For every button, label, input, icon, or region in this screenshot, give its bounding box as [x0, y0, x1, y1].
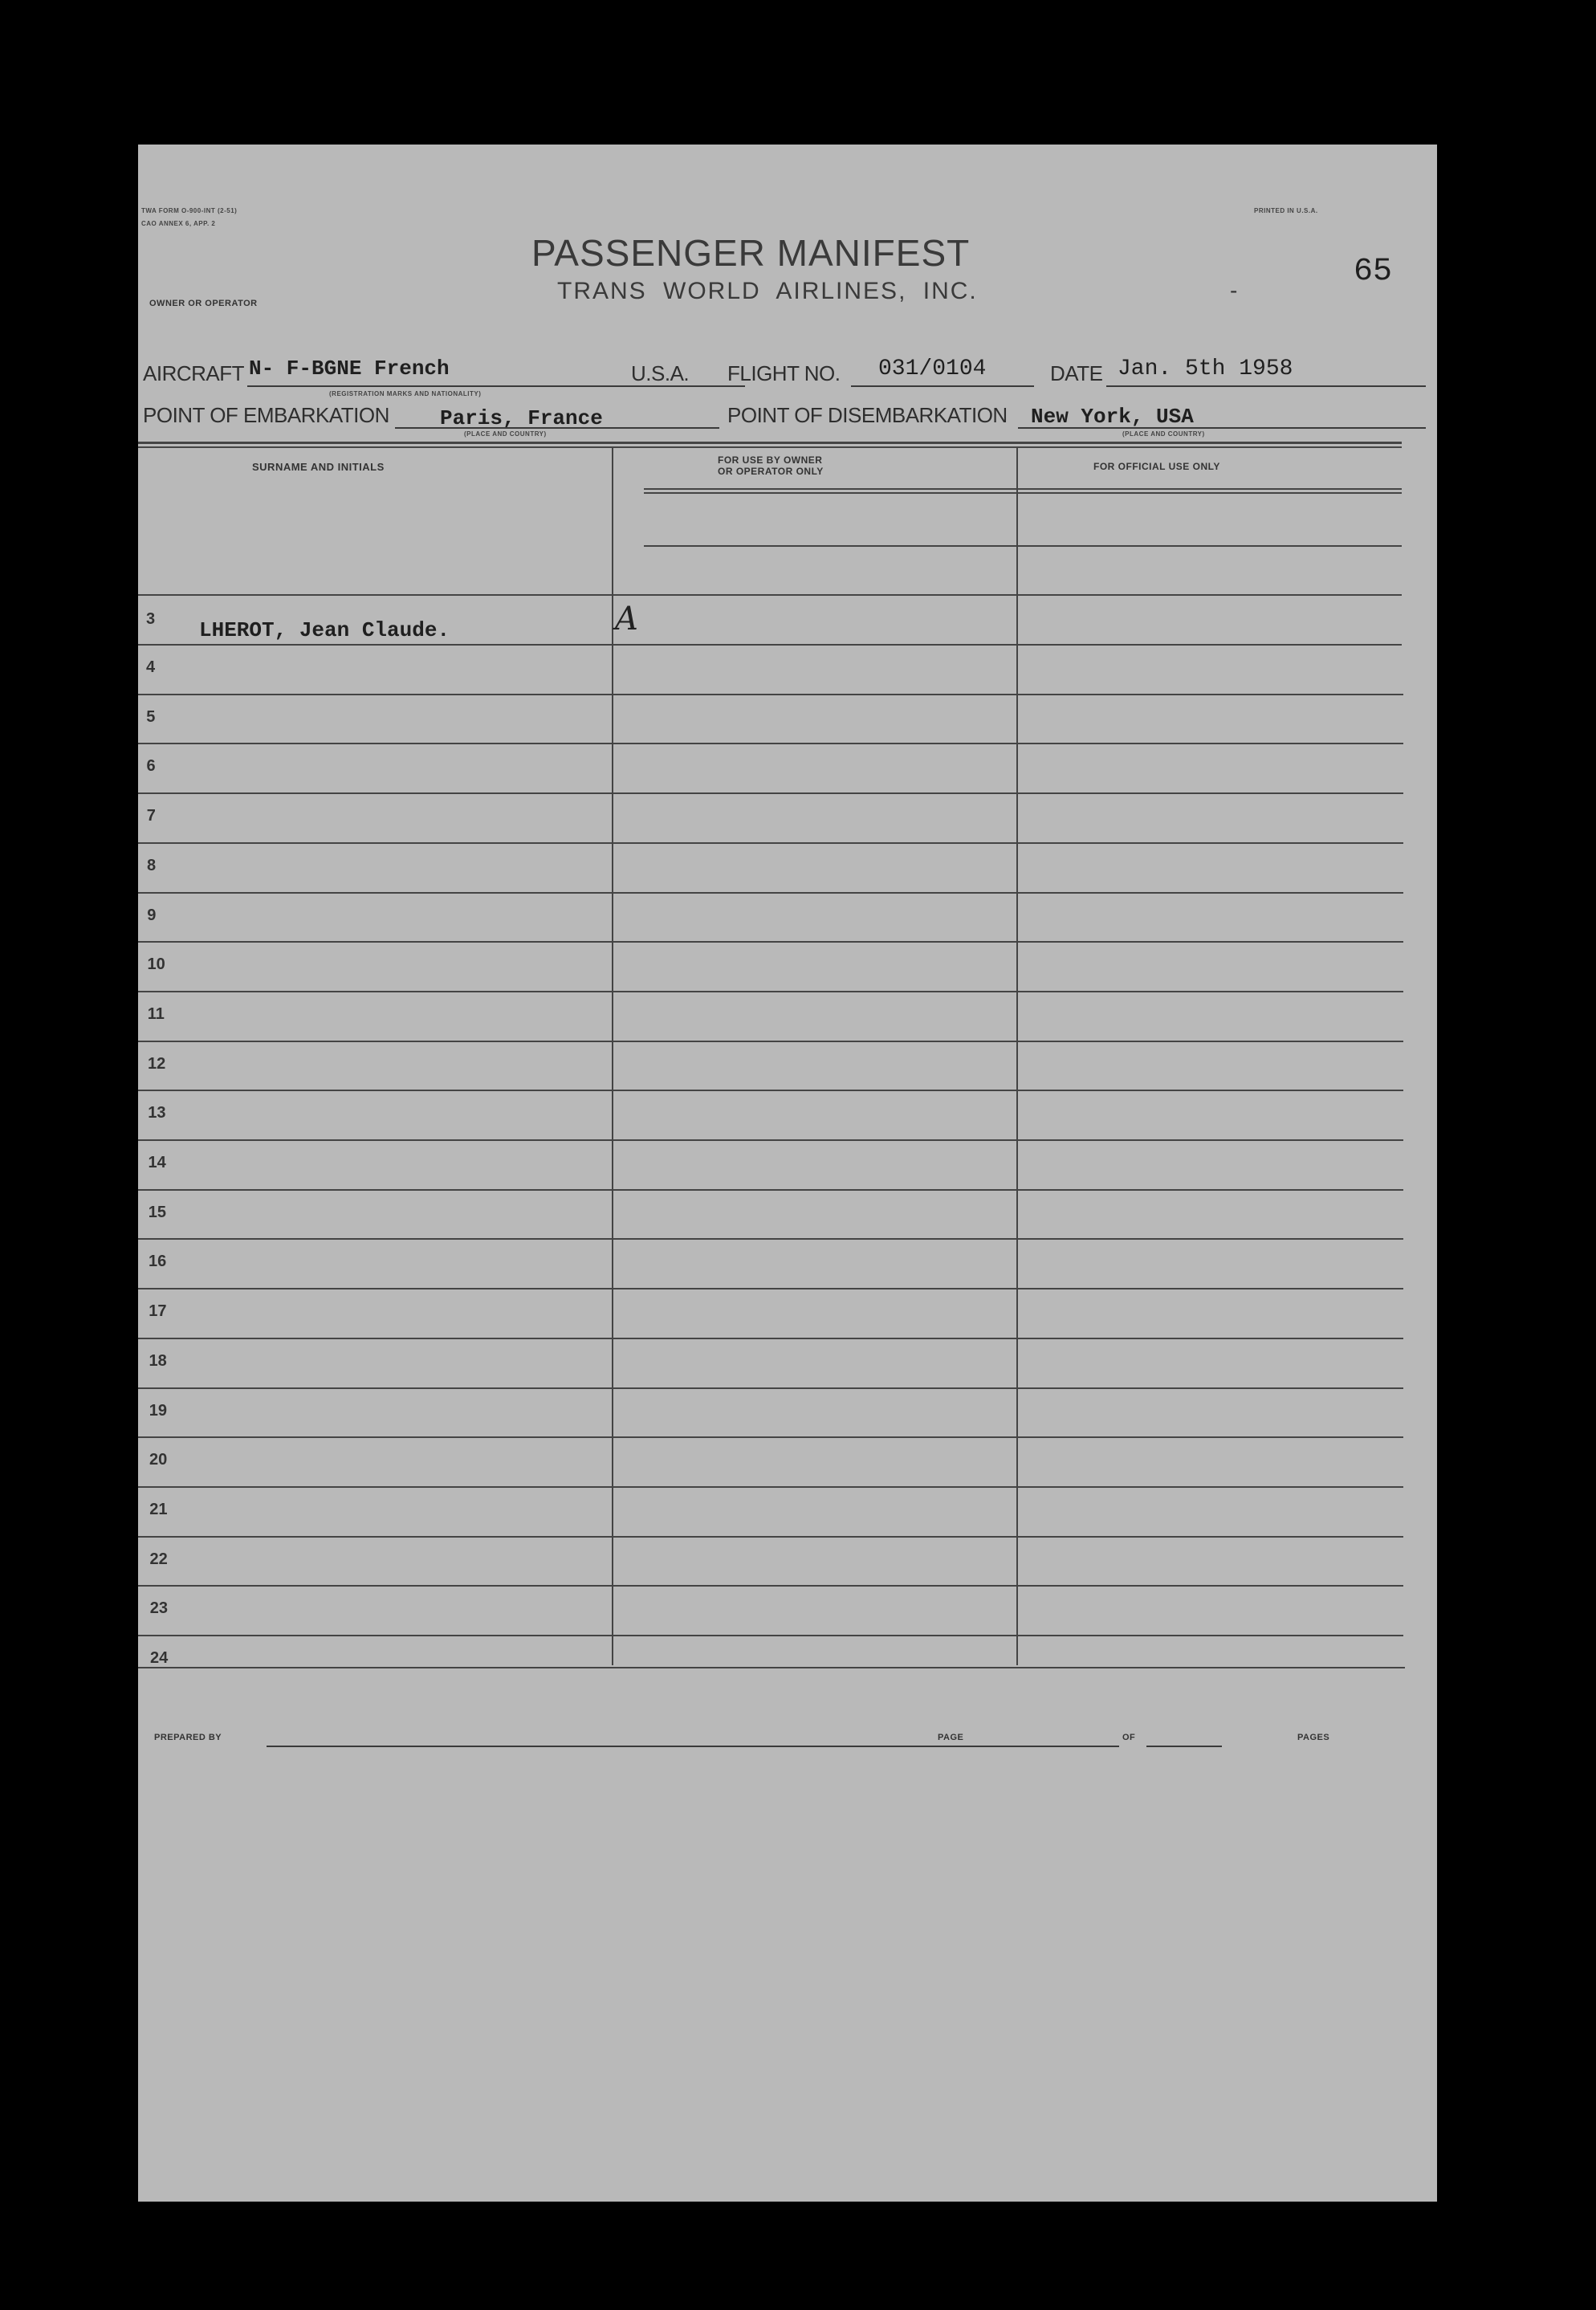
- row-number: 10: [147, 955, 165, 974]
- embarkation-value: Paris, France: [440, 406, 603, 430]
- row-divider: [138, 991, 1403, 992]
- page-stamp: 65: [1354, 254, 1393, 290]
- printed-in-label: PRINTED IN U.S.A.: [1254, 207, 1318, 214]
- row-number: 4: [146, 658, 156, 676]
- date-label: DATE: [1050, 361, 1103, 385]
- pages-label: PAGES: [1297, 1733, 1330, 1742]
- total-pages-line: [1146, 1746, 1222, 1747]
- aircraft-value: N- F-BGNE French: [249, 356, 450, 381]
- row-divider: [138, 892, 1403, 894]
- row-divider: [138, 1585, 1403, 1587]
- row-divider: [138, 1041, 1403, 1042]
- page-title: PASSENGER MANIFEST: [531, 232, 971, 274]
- row-divider: [138, 792, 1403, 794]
- disembarkation-caption: (PLACE AND COUNTRY): [1122, 430, 1205, 438]
- date-value: Jan. 5th 1958: [1118, 356, 1293, 381]
- flight-number: 031/0104: [878, 356, 987, 381]
- row-divider: [138, 941, 1403, 943]
- row-number: 13: [148, 1104, 166, 1122]
- prepared-by-line: [267, 1746, 1016, 1747]
- row-divider: [138, 1486, 1403, 1488]
- page-number-line: [979, 1746, 1119, 1747]
- row-number: 8: [147, 856, 157, 874]
- row-divider: [138, 1139, 1403, 1141]
- row-number: 19: [149, 1401, 167, 1420]
- row-divider: [138, 842, 1403, 844]
- flight-label: FLIGHT NO.: [727, 361, 841, 385]
- row-number: 14: [148, 1154, 166, 1171]
- row-number: 9: [147, 906, 157, 924]
- disembarkation-value: New York, USA: [1031, 405, 1194, 429]
- row-number: 3: [146, 610, 156, 628]
- column-header-owner-2: OR OPERATOR ONLY: [718, 466, 824, 477]
- row-divider: [138, 1288, 1403, 1289]
- of-label: OF: [1122, 1733, 1136, 1742]
- manifest-sheet: [138, 145, 1437, 2202]
- row-divider: [138, 1189, 1403, 1191]
- column-header-name: SURNAME AND INITIALS: [252, 461, 385, 473]
- page-label: PAGE: [938, 1733, 964, 1742]
- row-divider: [138, 1387, 1403, 1389]
- prepared-by-label: PREPARED BY: [154, 1733, 222, 1742]
- page-subtitle: TRANS WORLD AIRLINES, INC.: [557, 278, 978, 304]
- row-divider: [138, 1090, 1403, 1091]
- row-number: 24: [150, 1649, 169, 1667]
- row-number: 21: [149, 1500, 168, 1518]
- row-number: 22: [149, 1550, 168, 1568]
- passenger-name: LHEROT, Jean Claude.: [199, 618, 450, 642]
- row-number: 12: [148, 1054, 166, 1073]
- column-header-owner-1: FOR USE BY OWNER: [718, 454, 823, 466]
- aircraft-label: AIRCRAFT: [143, 361, 244, 385]
- row-number: 16: [149, 1253, 167, 1271]
- row-number: 18: [149, 1351, 167, 1370]
- row-divider: [138, 1635, 1403, 1636]
- row-number: 5: [146, 707, 156, 726]
- row-divider: [138, 743, 1403, 744]
- row-number: 20: [149, 1451, 168, 1469]
- row-divider: [138, 1436, 1403, 1438]
- form-annex: CAO ANNEX 6, APP. 2: [141, 220, 216, 227]
- embarkation-label: POINT OF EMBARKATION: [143, 403, 389, 427]
- row-number: 6: [146, 757, 156, 776]
- row-number: 7: [146, 807, 156, 825]
- embarkation-caption: (PLACE AND COUNTRY): [464, 430, 547, 438]
- row-divider: [138, 1338, 1403, 1339]
- row-number: 17: [149, 1302, 167, 1321]
- disembarkation-label: POINT OF DISEMBARKATION: [727, 403, 1008, 427]
- dash-mark: -: [1230, 278, 1238, 303]
- row-number: 11: [147, 1004, 165, 1023]
- column-header-official: FOR OFFICIAL USE ONLY: [1093, 461, 1220, 472]
- row-number: 15: [148, 1203, 166, 1221]
- owner-operator-label: OWNER OR OPERATOR: [149, 299, 258, 308]
- row-divider: [138, 694, 1403, 695]
- country-label: U.S.A.: [631, 361, 690, 385]
- aircraft-caption: (REGISTRATION MARKS AND NATIONALITY): [329, 390, 482, 397]
- row-number: 23: [149, 1599, 168, 1618]
- row-divider: [138, 1536, 1403, 1538]
- handwritten-mark: A: [615, 601, 638, 638]
- row-divider: [138, 1238, 1403, 1240]
- form-code: TWA FORM O-900-INT (2-51): [141, 207, 238, 214]
